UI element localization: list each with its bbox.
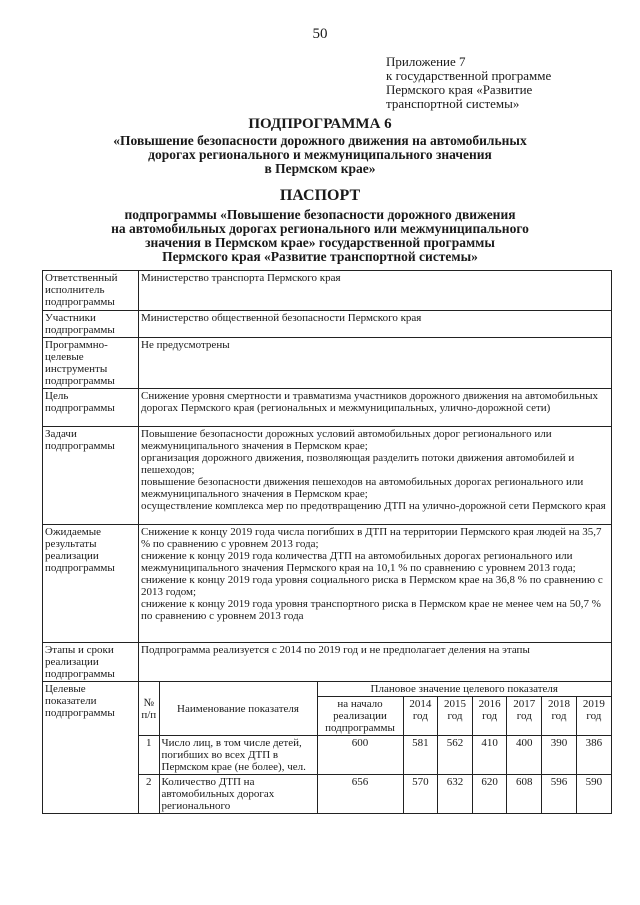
indicator-name: Количество ДТП на автомобильных дорогах регионального xyxy=(159,775,317,814)
row-value xyxy=(139,525,612,643)
appendix-line: Пермского края «Развитие xyxy=(386,82,533,97)
row-value: Снижение уровня смертности и травматизма участников дорожного движения на автомобильных дорогах Пермского края (региональных и межмуниципальных, улично-дорожной сети) xyxy=(139,389,612,427)
indicators-cell xyxy=(139,682,612,814)
passport-row-stages xyxy=(43,643,612,682)
row-label: Ответственный исполнитель подпрограммы xyxy=(43,271,139,311)
row-label: Ожидаемые результаты реализации подпрограммы xyxy=(43,525,139,643)
indicator-value: 632 xyxy=(438,775,473,814)
appendix-line: Приложение 7 xyxy=(386,54,466,69)
header-num: № п/п xyxy=(139,682,159,736)
passport-row-tasks xyxy=(43,427,612,525)
indicator-value: 390 xyxy=(542,736,577,775)
header-year: 2015 год xyxy=(438,697,473,736)
header-year: 2018 год xyxy=(542,697,577,736)
result-item: Снижение к концу 2019 года числа погибших в ДТП на территории Пермского края людей на 35,7 % по сравнению с уровнем 2013 года; xyxy=(141,526,602,550)
row-label: Программно-целевые инструменты подпрограммы xyxy=(43,338,139,389)
indicator-value: 386 xyxy=(576,736,611,775)
header-year: 2019 год xyxy=(576,697,611,736)
subprogram-title xyxy=(60,134,580,176)
header-year: 2014 год xyxy=(403,697,438,736)
passport-heading: ПАСПОРТ xyxy=(279,187,361,204)
page-number: 50 xyxy=(312,26,328,42)
indicator-value: 608 xyxy=(507,775,542,814)
indicator-value: 620 xyxy=(472,775,507,814)
task-item: Повышение безопасности дорожных условий автомобильных дорог регионального или межмуниципального значения в Пермском крае; xyxy=(141,428,552,452)
subprogram-title-line: дорогах регионального и межмуниципального значения xyxy=(148,147,492,162)
passport-row-responsible xyxy=(43,271,612,311)
row-label: Задачи подпрограммы xyxy=(43,427,139,525)
result-item: снижение к концу 2019 года уровня транспортного риска в Пермском крае не менее чем на 50,7 % по сравнению с уровнем 2013 года xyxy=(141,598,601,622)
passport-subtitle-line: на автомобильных дорогах регионального или межмуниципального xyxy=(111,221,529,236)
subprogram-title-line: в Пермском крае» xyxy=(264,161,376,176)
row-value: Подпрограмма реализуется с 2014 по 2019 год и не предполагает деления на этапы xyxy=(139,643,612,682)
header-planned: Плановое значение целевого показателя xyxy=(317,682,611,697)
result-item: снижение к концу 2019 года уровня социального риска в Пермском крае на 36,8 % по сравнению с 2013 годом; xyxy=(141,574,603,598)
passport-subtitle-line: значения в Пермском крае» государственной программы xyxy=(145,235,495,250)
subprogram-heading: ПОДПРОГРАММА 6 xyxy=(248,116,392,132)
appendix-line: транспортной системы» xyxy=(386,96,520,111)
task-item: повышение безопасности движения пешеходов на автомобильных дорогах регионального или межмуниципального значения в Пермском крае; xyxy=(141,476,584,500)
appendix-note xyxy=(386,55,551,111)
indicator-start: 600 xyxy=(317,736,403,775)
indicator-value: 590 xyxy=(576,775,611,814)
passport-subtitle-line: подпрограммы «Повышение безопасности дорожного движения xyxy=(124,207,516,222)
table-row xyxy=(139,775,611,814)
header-start: на начало реализации подпрограммы xyxy=(317,697,403,736)
row-value xyxy=(139,427,612,525)
passport-row-indicators xyxy=(43,682,612,814)
passport-row-results xyxy=(43,525,612,643)
indicators-header-row xyxy=(139,682,611,697)
table-row xyxy=(139,736,611,775)
indicator-value: 400 xyxy=(507,736,542,775)
result-item: снижение к концу 2019 года количества ДТП на автомобильных дорогах регионального или межмуниципального значения Пермского края на 10,1 % по сравнению с уровнем 2013 года; xyxy=(141,550,576,574)
header-name: Наименование показателя xyxy=(159,682,317,736)
subprogram-title-line: «Повышение безопасности дорожного движения на автомобильных xyxy=(113,133,527,148)
task-item: осуществление комплекса мер по предотвращению ДТП на улично-дорожной сети Пермского края xyxy=(141,500,606,512)
indicator-num: 2 xyxy=(139,775,159,814)
row-label: Этапы и сроки реализации подпрограммы xyxy=(43,643,139,682)
row-value: Министерство транспорта Пермского края xyxy=(139,271,612,311)
passport-row-participants xyxy=(43,311,612,338)
row-label: Цель подпрограммы xyxy=(43,389,139,427)
header-year: 2016 год xyxy=(472,697,507,736)
indicators-table xyxy=(139,682,611,813)
indicator-value: 410 xyxy=(472,736,507,775)
indicator-name: Число лиц, в том числе детей, погибших во всех ДТП в Пермском крае (не более), чел. xyxy=(159,736,317,775)
passport-row-goal xyxy=(43,389,612,427)
appendix-line: к государственной программе xyxy=(386,68,552,83)
indicator-num: 1 xyxy=(139,736,159,775)
passport-subtitle-line: Пермского края «Развитие транспортной системы» xyxy=(162,249,478,264)
indicator-value: 570 xyxy=(403,775,438,814)
row-label: Участники подпрограммы xyxy=(43,311,139,338)
header-year: 2017 год xyxy=(507,697,542,736)
task-item: организация дорожного движения, позволяющая разделить потоки движения автомобилей и пешеходов; xyxy=(141,452,575,476)
indicator-value: 581 xyxy=(403,736,438,775)
row-label: Целевые показатели подпрограммы xyxy=(43,682,139,814)
passport-row-instruments xyxy=(43,338,612,389)
row-value: Министерство общественной безопасности Пермского края xyxy=(139,311,612,338)
indicator-start: 656 xyxy=(317,775,403,814)
passport-table xyxy=(42,270,612,814)
row-value: Не предусмотрены xyxy=(139,338,612,389)
passport-subtitle xyxy=(40,208,600,264)
indicator-value: 596 xyxy=(542,775,577,814)
indicator-value: 562 xyxy=(438,736,473,775)
